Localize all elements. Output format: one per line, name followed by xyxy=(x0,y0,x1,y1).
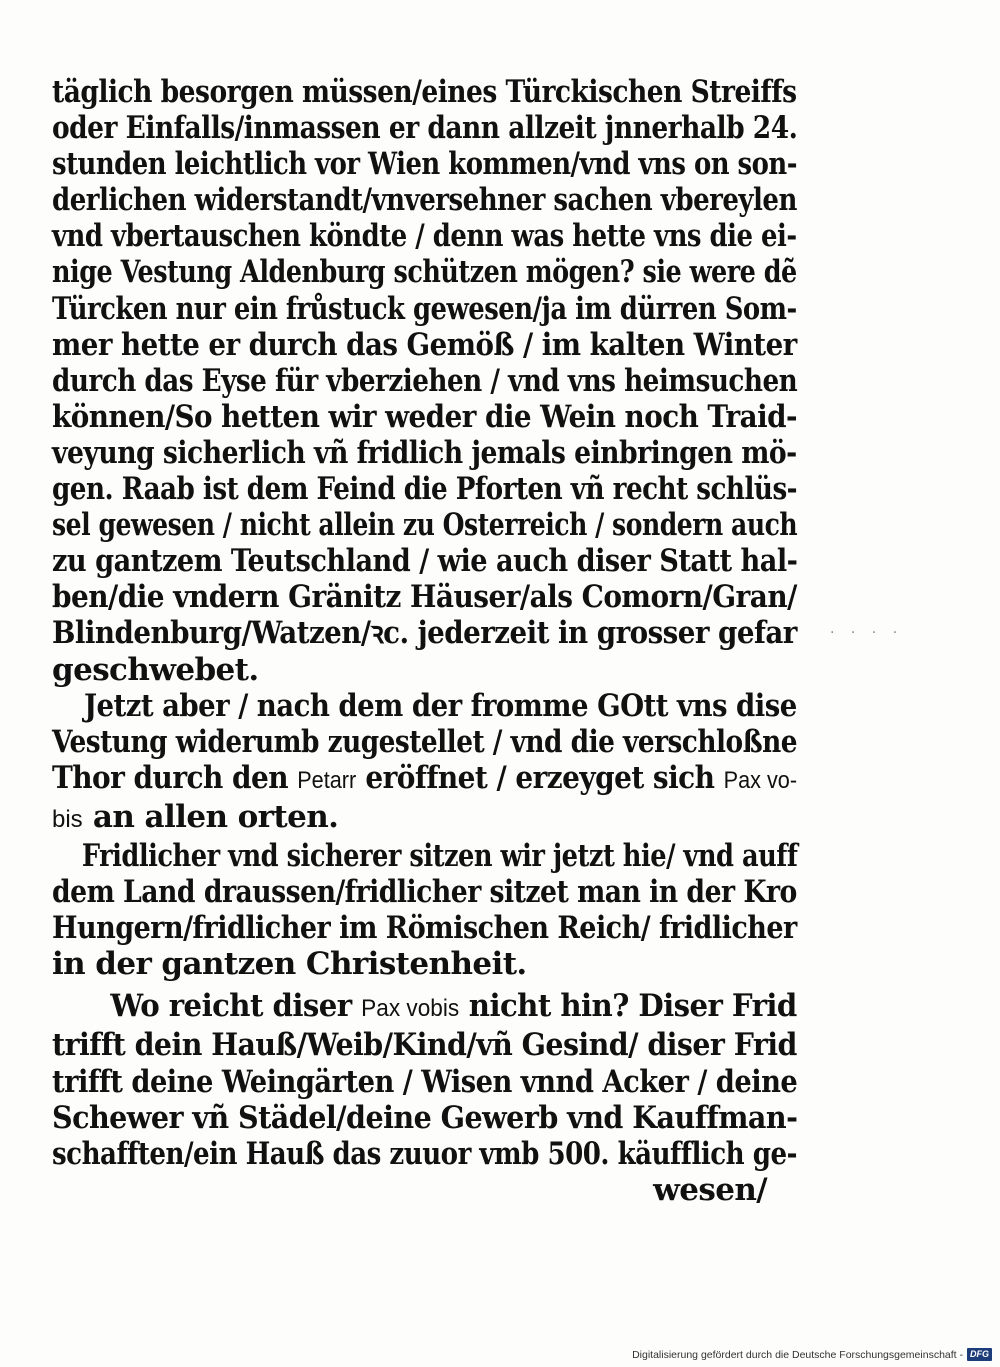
text-segment: mer hette er durch das Gemöß / im kalten Winter xyxy=(52,326,797,363)
latin-text: bis xyxy=(52,805,83,833)
text-segment: Vestung widerumb zugestellet / vnd die verschloßne xyxy=(52,723,798,760)
text-line xyxy=(52,326,797,363)
text-segment: Jetzt aber / nach dem der fromme GOtt vns dise xyxy=(84,687,797,724)
latin-text: Petarr xyxy=(297,766,357,794)
text-segment: durch das Eyse für vberziehen / vnd vns heimsuchen xyxy=(52,362,798,399)
text-segment: täglich besorgen müssen/eines Türckischen Streiffs xyxy=(52,74,797,110)
text-line xyxy=(52,910,797,947)
text-line xyxy=(52,110,798,147)
text-segment: Türcken nur ein frůstuck gewesen/ja im dürren Som- xyxy=(52,290,797,327)
text-segment: stunden leichtlich vor Wien kommen/vnd vns on son- xyxy=(52,146,797,183)
text-segment: zu gantzem Teutschland / wie auch diser Statt hal- xyxy=(52,543,798,580)
text-line xyxy=(52,434,797,471)
digitization-credit xyxy=(632,1348,992,1361)
text-segment: Thor durch den xyxy=(52,759,298,796)
text-line xyxy=(52,687,797,724)
text-segment: derlichen widerstandt/vnversehner sachen vbereylen xyxy=(52,182,797,219)
text-segment: nicht hin? Diser Frid xyxy=(459,988,797,1025)
text-line xyxy=(52,362,798,399)
text-line xyxy=(52,218,797,255)
text-segment: in der gantzen Christenheit. xyxy=(52,946,527,983)
text-line xyxy=(52,652,797,688)
text-line xyxy=(52,799,797,838)
latin-text: Pax vo- xyxy=(723,766,798,794)
text-line xyxy=(52,1099,798,1136)
text-line xyxy=(52,1063,798,1100)
text-segment: Hungern/fridlicher im Römischen Reich/ fridlicher xyxy=(52,910,797,947)
text-segment: trifft deine Weingärten / Wisen vnnd Acker / deine xyxy=(52,1063,798,1100)
text-line xyxy=(52,1172,797,1208)
text-segment: veyung sicherlich vñ fridlich jemals einbringen mö- xyxy=(52,434,797,471)
text-segment: Wo reicht diser xyxy=(110,988,362,1025)
text-segment: wesen/ xyxy=(653,1171,767,1208)
text-segment: eröffnet / erzeyget sich xyxy=(356,759,724,796)
text-segment: schafften/ein Hauß das zuuor vmb 500. käufflich ge- xyxy=(52,1135,797,1172)
text-segment: trifft dein Hauß/Weib/Kind/vñ Gesind/ diser Frid xyxy=(52,1027,797,1064)
text-line xyxy=(52,254,797,291)
latin-text: Pax vobis xyxy=(361,995,460,1023)
text-line xyxy=(52,759,798,799)
text-line xyxy=(52,543,798,580)
text-segment: Blindenburg/Watzen/ꝛc. jederzeit in grosser gefar xyxy=(52,615,797,652)
text-line xyxy=(52,74,797,110)
dfg-logo: DFG xyxy=(967,1348,992,1361)
text-line xyxy=(52,471,798,508)
text-line xyxy=(52,398,798,435)
text-line xyxy=(52,946,797,982)
text-line xyxy=(52,579,797,616)
text-segment: können/So hetten wir weder die Wein noch Traid- xyxy=(52,398,798,435)
text-line xyxy=(52,1027,797,1064)
text-line xyxy=(52,290,797,327)
text-segment: an allen orten. xyxy=(82,798,339,835)
text-segment: Schewer vñ Städel/deine Gewerb vnd Kauffman- xyxy=(52,1099,798,1136)
text-line xyxy=(52,146,797,183)
text-segment: Fridlicher vnd sicherer sitzen wir jetzt hie/ vnd auff xyxy=(81,837,798,874)
page-body-text xyxy=(52,74,797,1208)
text-segment: sel gewesen / nicht allein zu Osterreich / sondern auch xyxy=(52,507,798,544)
text-segment: gen. Raab ist dem Feind die Pforten vñ recht schlüs- xyxy=(52,471,798,508)
scan-artifact-marks: · · · · xyxy=(830,625,904,641)
text-segment: ben/die vndern Gränitz Häuser/als Comorn/Gran/ xyxy=(52,579,797,616)
text-line xyxy=(52,874,797,911)
text-line xyxy=(52,182,797,219)
text-line xyxy=(52,988,797,1027)
text-segment: vnd vbertauschen köndte / denn was hette vns die ei- xyxy=(52,218,797,255)
text-line xyxy=(52,615,797,652)
credit-text: Digitalisierung gefördert durch die Deutsche Forschungsgemeinschaft - xyxy=(632,1348,963,1361)
text-segment: dem Land draussen/fridlicher sitzet man in der Kro xyxy=(52,874,797,911)
text-line xyxy=(52,1135,797,1172)
text-segment: oder Einfalls/inmassen er dann allzeit jnnerhalb 24. xyxy=(52,110,798,147)
text-line xyxy=(52,507,798,544)
text-segment: nige Vestung Aldenburg schützen mögen? sie were dẽ xyxy=(52,254,797,291)
text-segment: geschwebet. xyxy=(52,651,259,688)
text-line xyxy=(52,723,798,760)
text-line xyxy=(52,837,798,874)
